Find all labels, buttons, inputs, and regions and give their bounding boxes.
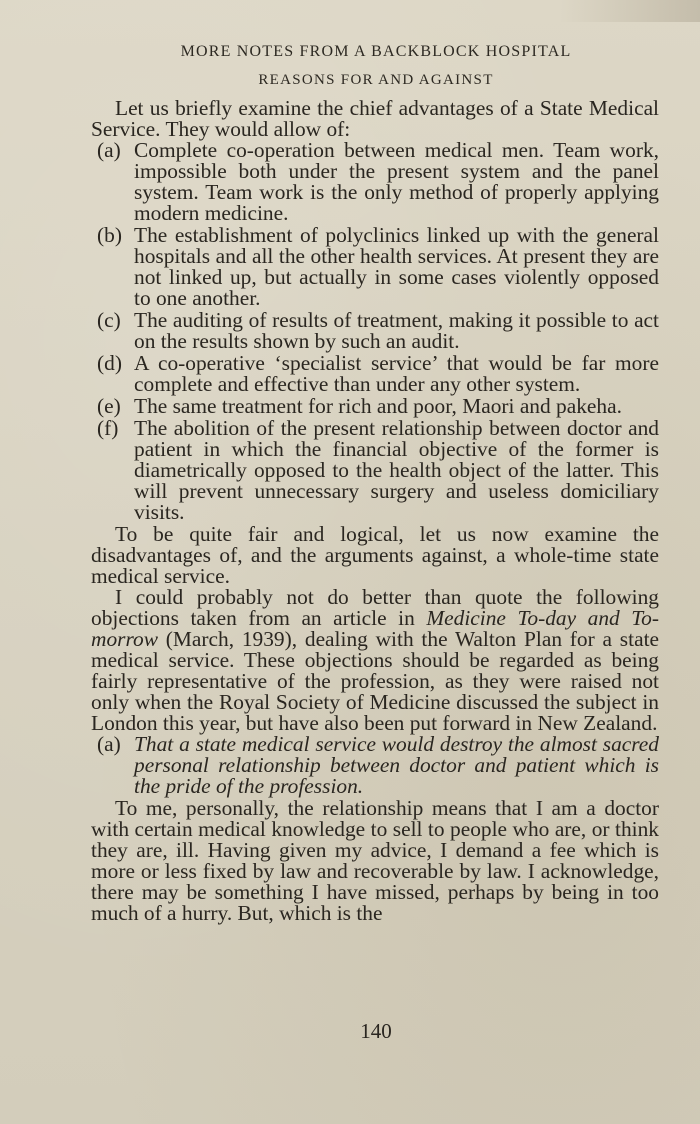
item-label: (a) (97, 732, 121, 756)
item-label: (f) (97, 416, 119, 440)
item-text: That a state medical service would destroy the almost sacred personal relationship between doctor and patient which is the pride of the profession. (134, 732, 659, 798)
quote-text-after: (March, 1939), dealing with the Walton Plan for a state medical service. These objections should be regarded as being fairly representative of the profession, as they were raised not only when the Royal Society of Medicine discussed the subject in London this year, but have also been put forward in New Zealand. (91, 627, 659, 735)
section-heading: REASONS FOR AND AGAINST (258, 72, 494, 88)
page-number: 140 (360, 1019, 392, 1043)
item-label: (d) (97, 351, 122, 375)
closing-paragraph: To me, personally, the relationship means that I am a doctor with certain medical knowledge to sell to people who are, or think they are, ill. Having given my advice, I demand a fee which is more or less fixed by law and recoverable by law. I acknowledge, there may be something I have missed, perhaps by being in too much of a hurry. But, which is the (91, 796, 659, 925)
item-label: (e) (97, 394, 121, 418)
advantage-item-a (91, 140, 659, 224)
item-text: The same treatment for rich and poor, Maori and pakeha. (134, 394, 622, 418)
objection-item-a (91, 734, 659, 797)
item-label: (b) (97, 223, 122, 247)
body-text (91, 98, 659, 924)
running-head: MORE NOTES FROM A BACKBLOCK HOSPITAL (180, 43, 572, 60)
item-label: (a) (97, 138, 121, 162)
item-text: The auditing of results of treatment, making it possible to act on the results shown by such an audit. (134, 308, 659, 353)
advantage-item-c (91, 310, 659, 352)
item-label: (c) (97, 308, 121, 332)
quote-text-before: I could probably not do better than quote the following objections taken from an article in (91, 585, 659, 630)
item-text: Complete co-operation between medical men. Team work, impossible both under the present system and the panel system. Team work is the only method of properly applying modern medicine. (134, 138, 659, 225)
item-text: The establishment of polyclinics linked up with the general hospitals and all the other health services. At present they are not linked up, but actually in some cases violently opposed to one another. (134, 223, 659, 310)
item-text: A co-operative ‘specialist service’ that would be far more complete and effective than under any other system. (134, 351, 659, 396)
advantage-item-e (91, 396, 659, 417)
item-text: The abolition of the present relationship between doctor and patient in which the financial objective of the former is diametrically opposed to the health object of the latter. This will prevent unnecessary surgery and useless domiciliary visits. (134, 416, 659, 524)
advantage-item-f (91, 418, 659, 523)
journal-title: Medicine To-day and To-morrow (91, 606, 659, 651)
advantage-item-d (91, 353, 659, 395)
quote-paragraph (91, 587, 659, 734)
advantage-item-b (91, 225, 659, 309)
disadvantages-intro-paragraph: To be quite fair and logical, let us now examine the disadvantages of, and the arguments against, a whole-time state medical service. (91, 522, 659, 588)
page-edge-stain (560, 0, 700, 22)
intro-paragraph: Let us briefly examine the chief advantages of a State Medical Service. They would allow of: (91, 96, 659, 141)
